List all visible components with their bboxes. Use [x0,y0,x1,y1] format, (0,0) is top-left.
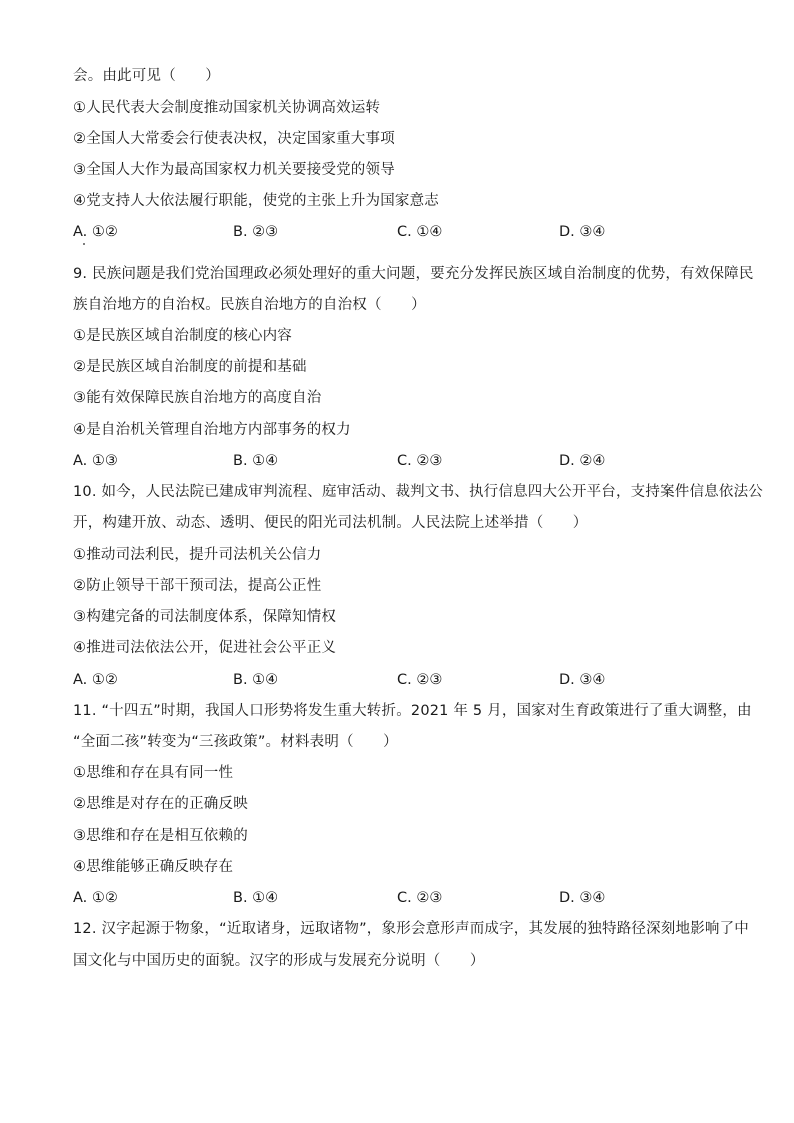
q11-options [73,888,733,908]
q9-option-c: C. ②③ [397,453,443,469]
q9-option-d: D. ②④ [559,453,606,469]
q10-option-a: A. ①② [73,672,118,688]
q10-stem-line-2: 开，构建开放、动态、透明、便民的阳光司法机制。人民法院上述举措（ ） [73,515,588,531]
q10-option-d: D. ③④ [559,672,606,688]
q10-stem-line-1: 10. 如今，人民法院已建成审判流程、庭审活动、裁判文书、执行信息四大公开平台，支持案件信息依法公 [73,484,763,500]
q10-item-1: ①推动司法利民，提升司法机关公信力 [73,547,322,563]
q11-option-a: A. ①② [73,890,118,906]
q12-stem-line-2: 国文化与中国历史的面貌。汉字的形成与发展充分说明（ ） [73,953,485,969]
q11-option-b: B. ①④ [233,890,279,906]
q10-item-4: ④推进司法依法公开，促进社会公平正义 [73,640,337,656]
q11-stem-line-1: 11. “十四五”时期，我国人口形势将发生重大转折。2021 年 5 月，国家对生育政策进行了重大调整，由 [73,703,752,719]
q10-item-3: ③构建完备的司法制度体系，保障知情权 [73,609,337,625]
q9-item-2: ②是民族区域自治制度的前提和基础 [73,359,307,375]
q9-option-a: A. ①③ [73,453,118,469]
q11-stem-line-2: “全面二孩”转变为“三孩政策”。材料表明（ ） [73,734,398,750]
q9-stem-line-2: 族自治地方的自治权。民族自治地方的自治权（ ） [73,297,426,313]
q11-option-d: D. ③④ [559,890,606,906]
q9-stem-line-1: 9. 民族问题是我们党治国理政必须处理好的重大问题，要充分发挥民族区域自治制度的优势，有效保障民 [73,266,754,282]
q8-option-a: A. ①② [73,224,118,240]
q10-item-2: ②防止领导干部干预司法，提高公正性 [73,578,322,594]
q8-item-2: ②全国人大常委会行使表决权，决定国家重大事项 [73,131,395,147]
q8-item-3: ③全国人大作为最高国家权力机关要接受党的领导 [73,162,395,178]
q9-item-4: ④是自治机关管理自治地方内部事务的权力 [73,422,351,438]
q11-item-2: ②思维是对存在的正确反映 [73,796,248,812]
q8-options [73,222,733,242]
q11-item-3: ③思维和存在是相互依赖的 [73,828,248,844]
q9-item-1: ①是民族区域自治制度的核心内容 [73,328,292,344]
q11-item-4: ④思维能够正确反映存在 [73,859,234,875]
stray-dot [83,243,85,245]
q9-option-b: B. ①④ [233,453,279,469]
q8-stem-tail: 会。由此可见（ ） [73,68,220,84]
q9-options [73,451,733,471]
q8-option-b: B. ②③ [233,224,279,240]
q10-option-c: C. ②③ [397,672,443,688]
q8-item-4: ④党支持人大依法履行职能，使党的主张上升为国家意志 [73,193,439,209]
q11-item-1: ①思维和存在具有同一性 [73,765,234,781]
q8-option-c: C. ①④ [397,224,443,240]
q8-option-d: D. ③④ [559,224,606,240]
q10-option-b: B. ①④ [233,672,279,688]
q9-item-3: ③能有效保障民族自治地方的高度自治 [73,390,322,406]
q10-options [73,670,733,690]
q12-stem-line-1: 12. 汉字起源于物象，“近取诸身，远取诸物”，象形会意形声而成字，其发展的独特路径深刻地影响了中 [73,921,749,937]
q11-option-c: C. ②③ [397,890,443,906]
q8-item-1: ①人民代表大会制度推动国家机关协调高效运转 [73,100,381,116]
